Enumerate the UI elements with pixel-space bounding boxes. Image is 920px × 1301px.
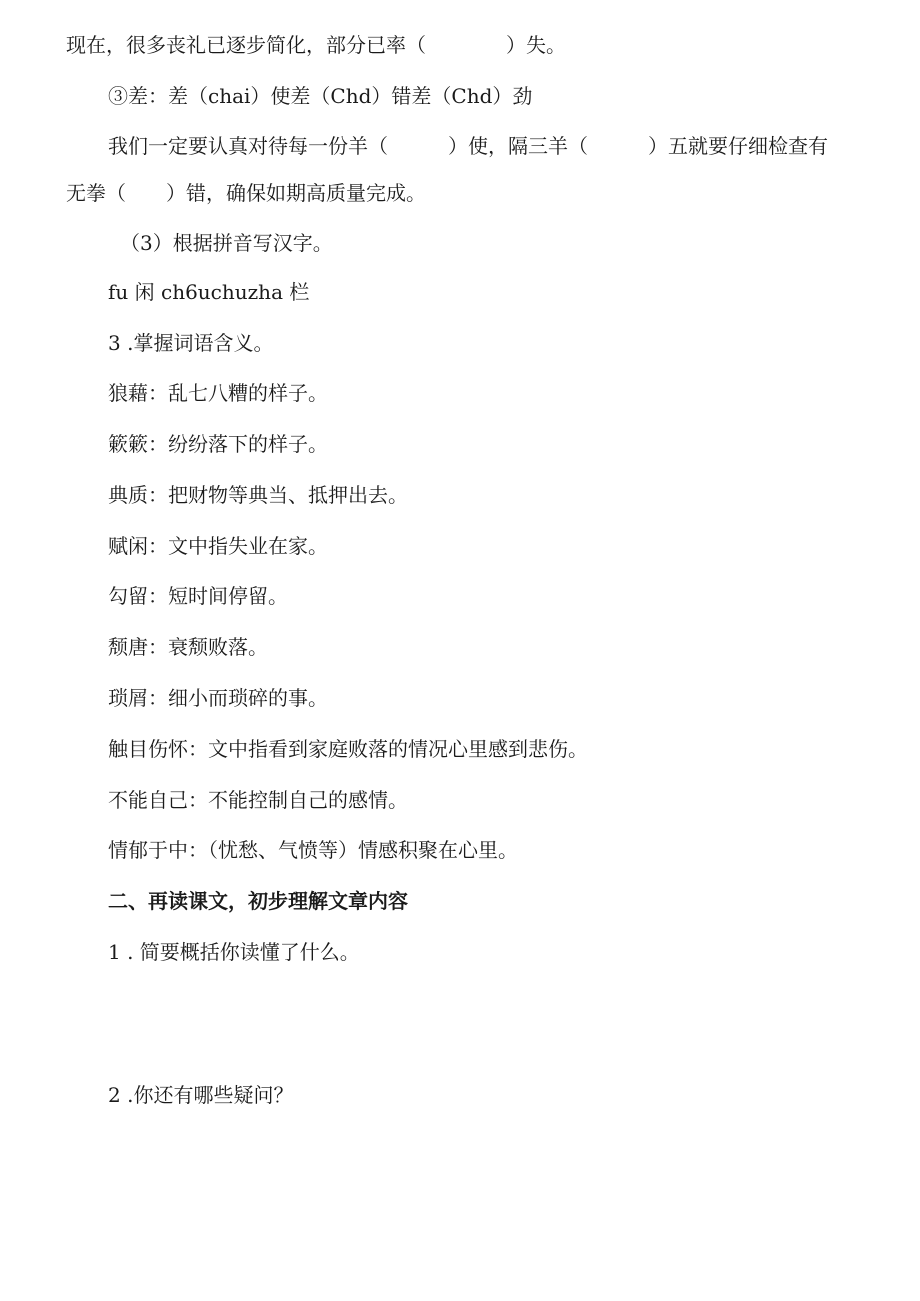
text-line-9: 簌簌：纷纷落下的样子。 [108,432,328,456]
text-line-15: 触目伤怀：文中指看到家庭败落的情况心里感到悲伤。 [108,737,588,761]
text-line-17: 情郁于中：（忧愁、气愤等）情感积聚在心里。 [108,838,518,862]
text-line-13: 颓唐：衰颓败落。 [108,635,268,659]
text-line-7: 3 .掌握词语含义。 [108,331,274,355]
question-2: 2 .你还有哪些疑问？ [108,1083,294,1107]
text-line-1: 现在，很多丧礼已逐步简化，部分已率（ ）失。 [66,33,566,57]
text-line-3: 我们一定要认真对待每一份羊（ ）使，隔三羊（ ）五就要仔细检查有 [108,134,828,158]
section-heading: 二、再读课文，初步理解文章内容 [108,889,408,913]
text-line-12: 勾留：短时间停留。 [108,584,288,608]
text-line-5: （3）根据拼音写汉字。 [120,231,333,255]
question-1: 1 . 简要概括你读懂了什么。 [108,940,360,964]
text-line-11: 赋闲：文中指失业在家。 [108,534,328,558]
text-line-10: 典质：把财物等典当、抵押出去。 [108,483,408,507]
text-line-14: 琐屑：细小而琐碎的事。 [108,686,328,710]
text-line-16: 不能自己：不能控制自己的感情。 [108,788,408,812]
text-line-6: fu 闲 ch6uchuzha 栏 [108,280,310,304]
text-line-4: 无拳（ ）错，确保如期高质量完成。 [66,181,426,205]
text-line-2: ③差：差（chai）使差（Chd）错差（Chd）劲 [108,84,533,108]
text-line-8: 狼藉：乱七八糟的样子。 [108,381,328,405]
